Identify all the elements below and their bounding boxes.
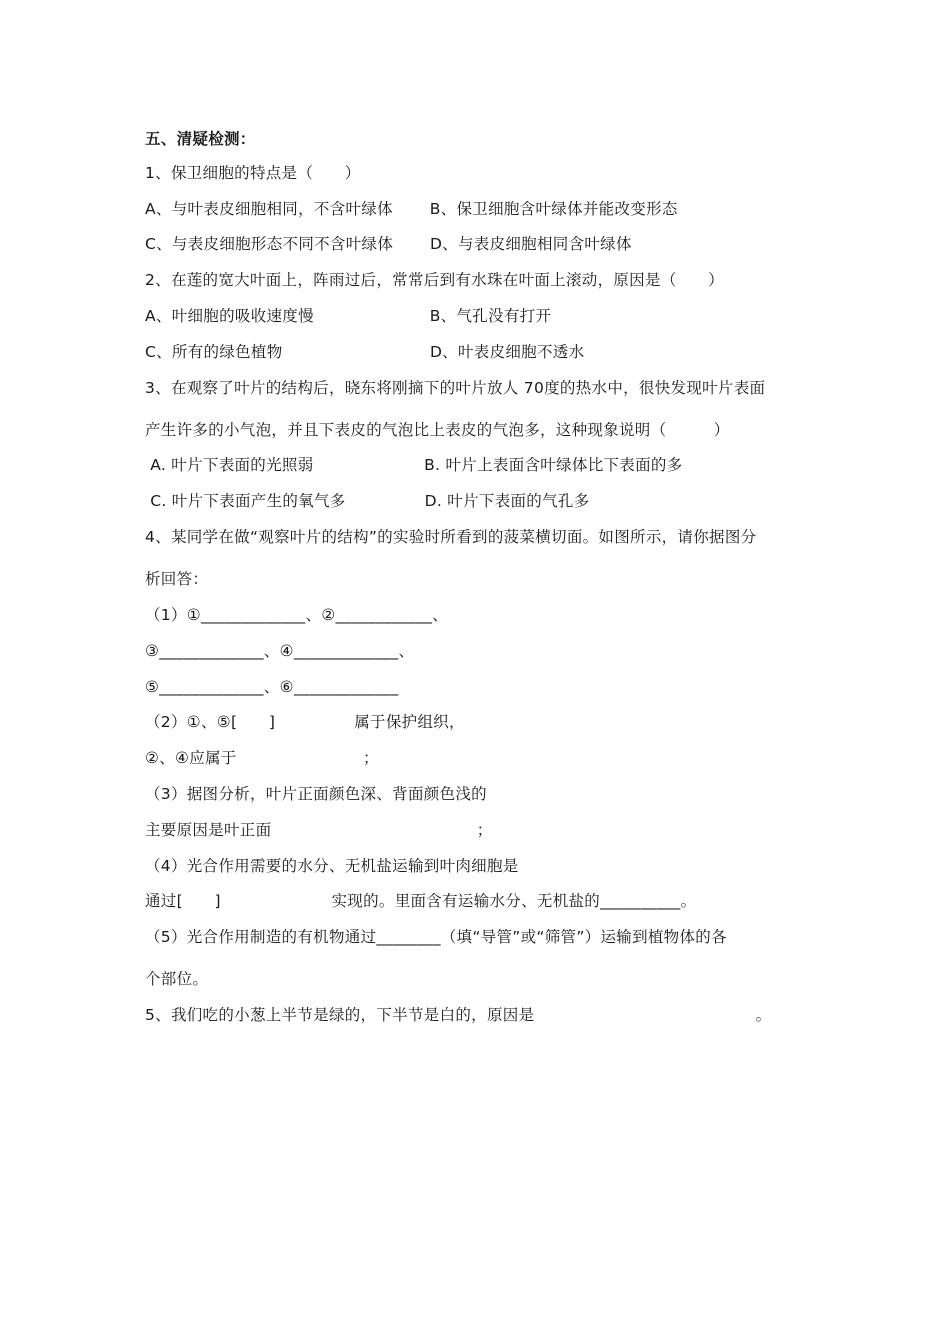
q2-options-row2: C、所有的绿色植物 D、叶表皮细胞不透水 (145, 343, 585, 361)
q4-part2-line1: （2）①、⑤[ ] 属于保护组织， (145, 713, 465, 731)
q4-part2-line2: ②、④应属于 ； (145, 749, 379, 767)
q4-part3-line1: （3）据图分析，叶片正面颜色深、背面颜色浅的 (145, 785, 487, 803)
q2-options-row1: A、叶细胞的吸收速度慢 B、气孔没有打开 (145, 307, 552, 325)
q4-part3-line2: 主要原因是叶正面 ； (145, 821, 493, 839)
q3-options-row1: A. 叶片下表面的光照弱 B. 叶片上表面含叶绿体比下表面的多 (145, 456, 683, 474)
q1-options-row1: A、与叶表皮细胞相同，不含叶绿体 B、保卫细胞含叶绿体并能改变形态 (145, 200, 678, 218)
q4-part4-line1: （4）光合作用需要的水分、无机盐运输到叶肉细胞是 (145, 857, 519, 875)
q3-options-row2: C. 叶片下表面产生的氧气多 D. 叶片下表面的气孔多 (145, 492, 590, 510)
q4-part5-line1: （5）光合作用制造的有机物通过________（填“导管”或“筛管”）运输到植物体的各 (145, 928, 727, 946)
q4-part5-line2: 个部位。 (145, 970, 209, 988)
q1-options-row2: C、与表皮细胞形态不同不含叶绿体 D、与表皮细胞相同含叶绿体 (145, 235, 632, 253)
q4-part1-line2: ③_____________、④_____________、 (145, 642, 415, 660)
q1-stem: 1、保卫细胞的特点是（ ） (145, 164, 361, 182)
q4-part4-line2: 通过[ ] 实现的。里面含有运输水分、无机盐的__________。 (145, 892, 697, 910)
q3-stem-line2: 产生许多的小气泡，并且下表皮的气泡比上表皮的气泡多，这种现象说明（ ） (145, 421, 730, 439)
q4-part1-line3: ⑤_____________、⑥_____________ (145, 678, 399, 696)
section-title: 五、清疑检测： (145, 130, 256, 148)
q5-stem: 5、我们吃的小葱上半节是绿的，下半节是白的，原因是 。 (145, 1006, 772, 1024)
q4-part1-line1: （1）①_____________、②____________、 (145, 606, 449, 624)
q3-stem-line1: 3、在观察了叶片的结构后，晓东将刚摘下的叶片放人 70度的热水中，很快发现叶片表面 (145, 379, 766, 397)
q2-stem: 2、在莲的宽大叶面上，阵雨过后，常常后到有水珠在叶面上滚动，原因是（ ） (145, 271, 724, 289)
q4-stem-line2: 析回答： (145, 570, 209, 588)
q4-stem-line1: 4、某同学在做“观察叶片的结构”的实验时所看到的菠菜横切面。如图所示，请你据图分 (145, 528, 757, 546)
